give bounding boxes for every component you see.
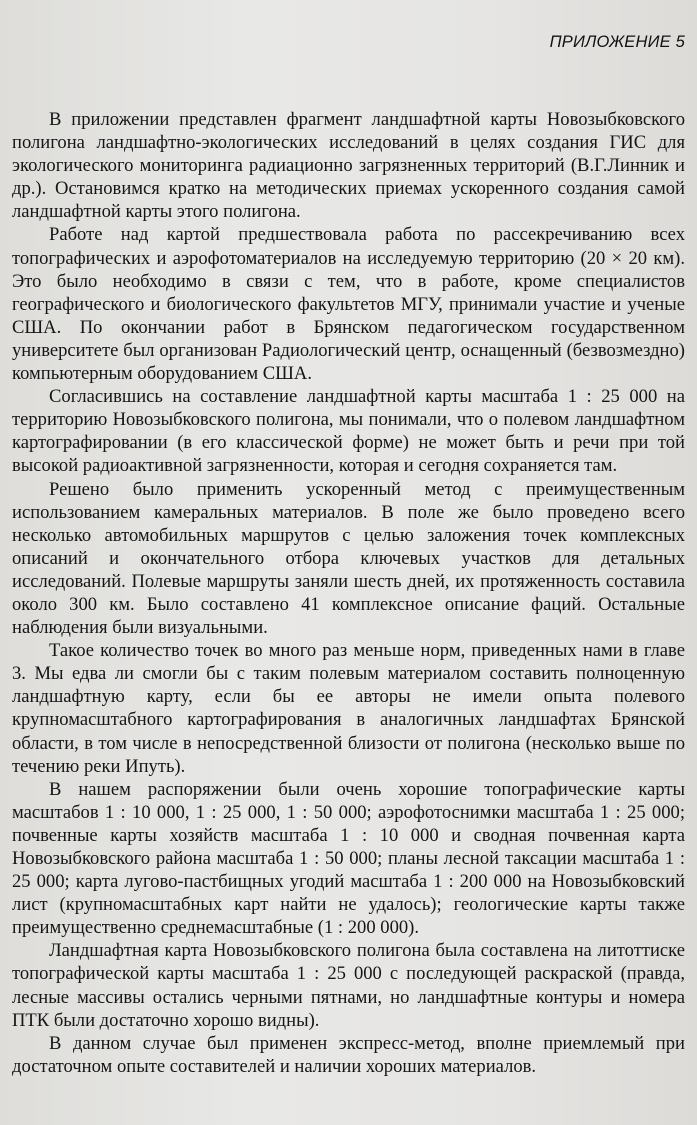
paragraph-6: В нашем распоряжении были очень хорошие топографические карты масштабов 1 : 10 000, 1 : 25 000, 1 : 50 000; аэрофотоснимки масштаба 1 : 25 000; почвенные карты хозяйств масштаба 1 : 10 000 и сводная почвенная карта Новозыбковского района масштаба 1 : 50 000; планы лесной таксации масштаба 1 : 25 000; карта лугово-пастбищных угодий масштаба 1 : 200 000 на Новозыбковский лист (крупномасштабных карт найти не удалось); геологические карты также преимущественно среднемасштабные (1 : 200 000). <box>12 778 685 939</box>
paragraph-4: Решено было применить ускоренный метод с преимущественным использованием камеральных материалов. В поле же было проведено всего несколько автомобильных маршрутов с целью заложения точек комплексных описаний и окончательного отбора ключевых участков для детальных исследований. Полевые маршруты заняли шесть дней, их протяженность составила около 300 км. Было составлено 41 комплексное описание фаций. Остальные наблюдения были визуальными. <box>12 478 685 639</box>
body-text <box>12 108 685 1078</box>
paragraph-5: Такое количество точек во много раз меньше норм, приведенных нами в главе 3. Мы едва ли смогли бы с таким полевым материалом составить полноценную ландшафтную карту, если бы ее авторы не имели опыта полевого крупномасштабного картографирования в аналогичных ландшафтах Брянской области, в том числе в непосредственной близости от полигона (несколько выше по течению реки Ипуть). <box>12 640 685 777</box>
paragraph-3: Согласившись на составление ландшафтной карты масштаба 1 : 25 000 на территорию Новозыбковского полигона, мы понимали, что о полевом ландшафтном картографировании (в его классической форме) не может быть и речи при той высокой радиоактивной загрязненности, которая и сегодня сохраняется там. <box>12 386 685 477</box>
paragraph-2: Работе над картой предшествовала работа по рассекречиванию всех топографических и аэрофотоматериалов на исследуемую территорию (20 × 20 км). Это было необходимо в связи с тем, что в работе, кроме специалистов географического и биологического факультетов МГУ, принимали участие и ученые США. По окончании работ в Брянском педагогическом государственном университете был организован Радиологический центр, оснащенный (безвозмездно) компьютерным оборудованием США. <box>12 224 685 385</box>
paragraph-8: В данном случае был применен экспресс-метод, вполне приемлемый при достаточном опыте составителей и наличии хороших материалов. <box>12 1032 685 1077</box>
paragraph-7: Ландшафтная карта Новозыбковского полигона была составлена на литоттиске топографической карты масштаба 1 : 25 000 с последующей раскраской (правда, лесные массивы остались черными пятнами, но ландшафтные контуры и номера ПТК были достаточно хорошо видны). <box>12 940 685 1031</box>
page-header: ПРИЛОЖЕНИЕ 5 <box>549 33 685 51</box>
paragraph-1: В приложении представлен фрагмент ландшафтной карты Новозыбковского полигона ландшафтно-экологических исследований в целях создания ГИС для экологического мониторинга радиационно загрязненных территорий (В.Г.Линник и др.). Остановимся кратко на методических приемах ускоренного создания самой ландшафтной карты этого полигона. <box>12 109 685 223</box>
